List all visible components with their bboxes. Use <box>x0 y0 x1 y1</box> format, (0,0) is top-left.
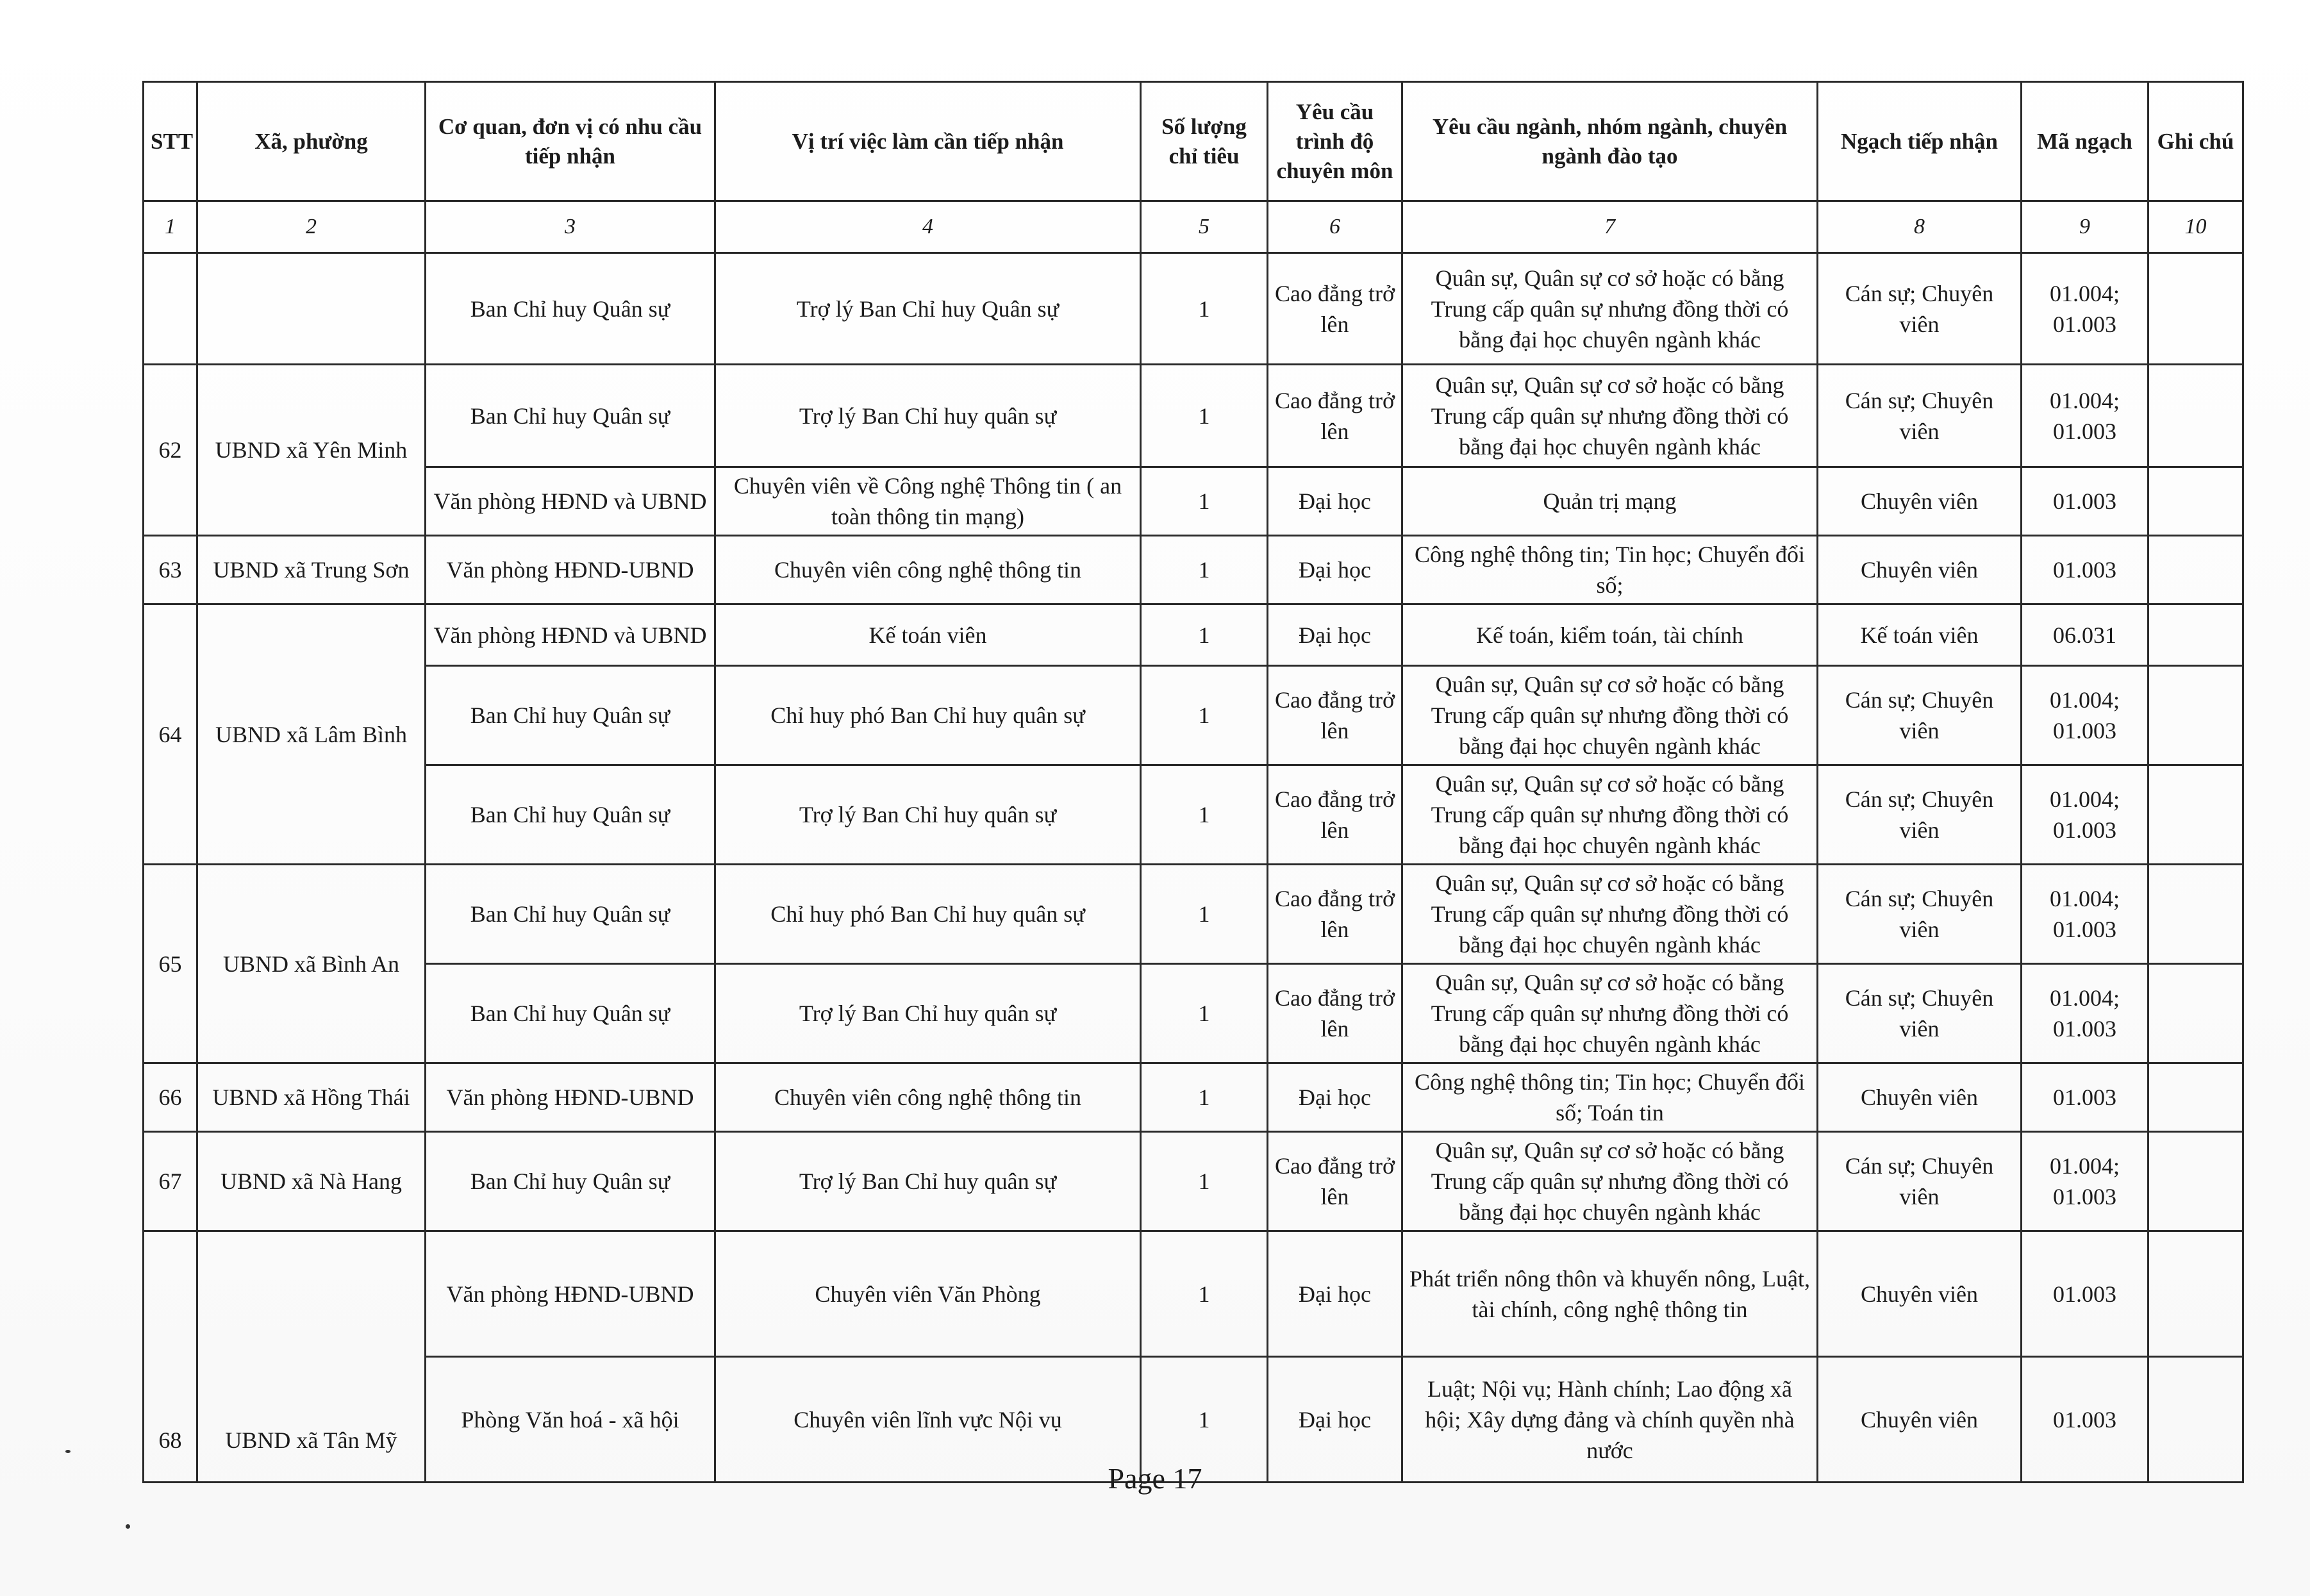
position-cell: Chỉ huy phó Ban Chỉ huy quân sự <box>715 666 1141 765</box>
column-index: 8 <box>1818 201 2022 253</box>
rank-code-cell: 01.003 <box>2022 1231 2148 1357</box>
note-cell <box>2148 467 2243 536</box>
major-cell: Luật; Nội vụ; Hành chính; Lao động xã hội; Xây dựng đảng và chính quyền nhà nước <box>1402 1357 1818 1483</box>
level-cell: Đại học <box>1268 604 1402 666</box>
table-row <box>144 365 2243 467</box>
stt-cell: 65 <box>144 865 197 1063</box>
major-cell: Quản trị mạng <box>1402 467 1818 536</box>
stt-cell: 67 <box>144 1132 197 1231</box>
rank-code-cell: 01.004; 01.003 <box>2022 765 2148 865</box>
quantity-cell: 1 <box>1141 253 1268 365</box>
header-ngach: Ngạch tiếp nhận <box>1818 82 2022 201</box>
agency-cell: Ban Chỉ huy Quân sự <box>426 666 715 765</box>
table-row <box>144 536 2243 604</box>
stt-cell: 64 <box>144 604 197 865</box>
rank-code-cell: 01.004; 01.003 <box>2022 865 2148 964</box>
table-row <box>144 964 2243 1063</box>
note-cell <box>2148 365 2243 467</box>
column-index: 4 <box>715 201 1141 253</box>
agency-cell: Ban Chỉ huy Quân sự <box>426 253 715 365</box>
level-cell: Đại học <box>1268 1357 1402 1483</box>
scan-speck <box>126 1524 130 1529</box>
stt-cell: 66 <box>144 1063 197 1132</box>
major-cell: Quân sự, Quân sự cơ sở hoặc có bằng Trung cấp quân sự nhưng đồng thời có bằng đại học chuyên ngành khác <box>1402 765 1818 865</box>
position-cell: Chuyên viên công nghệ thông tin <box>715 536 1141 604</box>
table-row <box>144 1231 2243 1357</box>
note-cell <box>2148 1132 2243 1231</box>
quantity-cell: 1 <box>1141 765 1268 865</box>
header-ma-ngach: Mã ngạch <box>2022 82 2148 201</box>
commune-cell <box>197 253 426 365</box>
commune-cell: UBND xã Yên Minh <box>197 365 426 536</box>
note-cell <box>2148 865 2243 964</box>
commune-cell: UBND xã Bình An <box>197 865 426 1063</box>
rank-cell: Cán sự; Chuyên viên <box>1818 765 2022 865</box>
rank-code-cell: 01.004; 01.003 <box>2022 1132 2148 1231</box>
column-index: 7 <box>1402 201 1818 253</box>
rank-code-cell: 01.003 <box>2022 1063 2148 1132</box>
major-cell: Kế toán, kiểm toán, tài chính <box>1402 604 1818 666</box>
major-cell: Quân sự, Quân sự cơ sở hoặc có bằng Trung cấp quân sự nhưng đồng thời có bằng đại học chuyên ngành khác <box>1402 964 1818 1063</box>
table-row <box>144 1132 2243 1231</box>
rank-code-cell: 01.004; 01.003 <box>2022 365 2148 467</box>
commune-cell: UBND xã Trung Sơn <box>197 536 426 604</box>
position-cell: Chuyên viên công nghệ thông tin <box>715 1063 1141 1132</box>
agency-cell: Văn phòng HĐND-UBND <box>426 1063 715 1132</box>
quantity-cell: 1 <box>1141 1357 1268 1483</box>
position-cell: Trợ lý Ban Chỉ huy Quân sự <box>715 253 1141 365</box>
quantity-cell: 1 <box>1141 604 1268 666</box>
header-row <box>144 82 2243 201</box>
column-index: 10 <box>2148 201 2243 253</box>
table-row <box>144 604 2243 666</box>
major-cell: Quân sự, Quân sự cơ sở hoặc có bằng Trung cấp quân sự nhưng đồng thời có bằng đại học chuyên ngành khác <box>1402 865 1818 964</box>
rank-cell: Cán sự; Chuyên viên <box>1818 964 2022 1063</box>
header-nganh: Yêu cầu ngành, nhóm ngành, chuyên ngành đào tạo <box>1402 82 1818 201</box>
header-trinh-do: Yêu cầu trình độ chuyên môn <box>1268 82 1402 201</box>
position-cell: Chỉ huy phó Ban Chỉ huy quân sự <box>715 865 1141 964</box>
major-cell: Phát triển nông thôn và khuyến nông, Luật, tài chính, công nghệ thông tin <box>1402 1231 1818 1357</box>
agency-cell: Ban Chỉ huy Quân sự <box>426 1132 715 1231</box>
level-cell: Đại học <box>1268 1063 1402 1132</box>
quantity-cell: 1 <box>1141 865 1268 964</box>
note-cell <box>2148 765 2243 865</box>
rank-cell: Cán sự; Chuyên viên <box>1818 365 2022 467</box>
note-cell <box>2148 253 2243 365</box>
stt-cell: 62 <box>144 365 197 536</box>
agency-cell: Ban Chỉ huy Quân sự <box>426 964 715 1063</box>
level-cell: Cao đẳng trở lên <box>1268 964 1402 1063</box>
level-cell: Cao đẳng trở lên <box>1268 365 1402 467</box>
rank-cell: Chuyên viên <box>1818 536 2022 604</box>
rank-code-cell: 01.004; 01.003 <box>2022 666 2148 765</box>
agency-cell: Phòng Văn hoá - xã hội <box>426 1357 715 1483</box>
header-stt: STT <box>144 82 197 201</box>
rank-code-cell: 01.003 <box>2022 1357 2148 1483</box>
rank-cell: Cán sự; Chuyên viên <box>1818 666 2022 765</box>
agency-cell: Văn phòng HĐND-UBND <box>426 1231 715 1357</box>
major-cell: Quân sự, Quân sự cơ sở hoặc có bằng Trung cấp quân sự nhưng đồng thời có bằng đại học chuyên ngành khác <box>1402 1132 1818 1231</box>
rank-code-cell: 01.003 <box>2022 536 2148 604</box>
level-cell: Đại học <box>1268 467 1402 536</box>
table-row <box>144 666 2243 765</box>
scan-speck <box>65 1450 71 1453</box>
column-index: 5 <box>1141 201 1268 253</box>
quantity-cell: 1 <box>1141 536 1268 604</box>
stt-cell: 68 <box>144 1231 197 1483</box>
stt-cell: 63 <box>144 536 197 604</box>
major-cell: Quân sự, Quân sự cơ sở hoặc có bằng Trung cấp quân sự nhưng đồng thời có bằng đại học chuyên ngành khác <box>1402 365 1818 467</box>
quantity-cell: 1 <box>1141 1063 1268 1132</box>
major-cell: Quân sự, Quân sự cơ sở hoặc có bằng Trung cấp quân sự nhưng đồng thời có bằng đại học chuyên ngành khác <box>1402 253 1818 365</box>
quantity-cell: 1 <box>1141 1132 1268 1231</box>
level-cell: Đại học <box>1268 1231 1402 1357</box>
level-cell: Cao đẳng trở lên <box>1268 765 1402 865</box>
column-index: 1 <box>144 201 197 253</box>
rank-cell: Chuyên viên <box>1818 1063 2022 1132</box>
rank-cell: Chuyên viên <box>1818 1357 2022 1483</box>
rank-cell: Cán sự; Chuyên viên <box>1818 1132 2022 1231</box>
quantity-cell: 1 <box>1141 365 1268 467</box>
agency-cell: Ban Chỉ huy Quân sự <box>426 765 715 865</box>
agency-cell: Văn phòng HĐND-UBND <box>426 536 715 604</box>
table-row <box>144 253 2243 365</box>
level-cell: Cao đẳng trở lên <box>1268 666 1402 765</box>
quantity-cell: 1 <box>1141 666 1268 765</box>
column-index: 6 <box>1268 201 1402 253</box>
major-cell: Công nghệ thông tin; Tin học; Chuyển đổi số; <box>1402 536 1818 604</box>
page-number: Page 17 <box>1108 1462 1202 1495</box>
column-index: 9 <box>2022 201 2148 253</box>
note-cell <box>2148 604 2243 666</box>
level-cell: Cao đẳng trở lên <box>1268 1132 1402 1231</box>
commune-cell: UBND xã Lâm Bình <box>197 604 426 865</box>
position-cell: Trợ lý Ban Chỉ huy quân sự <box>715 1132 1141 1231</box>
quantity-cell: 1 <box>1141 467 1268 536</box>
note-cell <box>2148 666 2243 765</box>
header-xa-phuong: Xã, phường <box>197 82 426 201</box>
agency-cell: Ban Chỉ huy Quân sự <box>426 365 715 467</box>
rank-code-cell: 01.003 <box>2022 467 2148 536</box>
major-cell: Công nghệ thông tin; Tin học; Chuyển đổi số; Toán tin <box>1402 1063 1818 1132</box>
rank-cell: Chuyên viên <box>1818 1231 2022 1357</box>
table-row <box>144 865 2243 964</box>
rank-cell: Cán sự; Chuyên viên <box>1818 253 2022 365</box>
agency-cell: Văn phòng HĐND và UBND <box>426 467 715 536</box>
column-index-row <box>144 201 2243 253</box>
note-cell <box>2148 1231 2243 1357</box>
note-cell <box>2148 1063 2243 1132</box>
table-row <box>144 1063 2243 1132</box>
agency-cell: Văn phòng HĐND và UBND <box>426 604 715 666</box>
level-cell: Đại học <box>1268 536 1402 604</box>
stt-cell <box>144 253 197 365</box>
commune-cell: UBND xã Tân Mỹ <box>197 1231 426 1483</box>
rank-code-cell: 01.004; 01.003 <box>2022 964 2148 1063</box>
rank-cell: Cán sự; Chuyên viên <box>1818 865 2022 964</box>
header-co-quan: Cơ quan, đơn vị có nhu cầu tiếp nhận <box>426 82 715 201</box>
position-cell: Kế toán viên <box>715 604 1141 666</box>
major-cell: Quân sự, Quân sự cơ sở hoặc có bằng Trung cấp quân sự nhưng đồng thời có bằng đại học chuyên ngành khác <box>1402 666 1818 765</box>
commune-cell: UBND xã Nà Hang <box>197 1132 426 1231</box>
level-cell: Cao đẳng trở lên <box>1268 865 1402 964</box>
quantity-cell: 1 <box>1141 1231 1268 1357</box>
rank-code-cell: 06.031 <box>2022 604 2148 666</box>
position-cell: Trợ lý Ban Chỉ huy quân sự <box>715 365 1141 467</box>
rank-cell: Chuyên viên <box>1818 467 2022 536</box>
position-cell: Trợ lý Ban Chỉ huy quân sự <box>715 765 1141 865</box>
quantity-cell: 1 <box>1141 964 1268 1063</box>
position-cell: Chuyên viên Văn Phòng <box>715 1231 1141 1357</box>
rank-cell: Kế toán viên <box>1818 604 2022 666</box>
column-index: 3 <box>426 201 715 253</box>
position-cell: Chuyên viên lĩnh vực Nội vụ <box>715 1357 1141 1483</box>
note-cell <box>2148 964 2243 1063</box>
level-cell: Cao đẳng trở lên <box>1268 253 1402 365</box>
header-so-luong: Số lượng chỉ tiêu <box>1141 82 1268 201</box>
rank-code-cell: 01.004; 01.003 <box>2022 253 2148 365</box>
header-ghi-chu: Ghi chú <box>2148 82 2243 201</box>
recruitment-table <box>142 81 2244 1483</box>
table-row <box>144 467 2243 536</box>
commune-cell: UBND xã Hồng Thái <box>197 1063 426 1132</box>
position-cell: Trợ lý Ban Chỉ huy quân sự <box>715 964 1141 1063</box>
table-row <box>144 765 2243 865</box>
agency-cell: Ban Chỉ huy Quân sự <box>426 865 715 964</box>
note-cell <box>2148 536 2243 604</box>
column-index: 2 <box>197 201 426 253</box>
header-vi-tri: Vị trí việc làm cần tiếp nhận <box>715 82 1141 201</box>
position-cell: Chuyên viên về Công nghệ Thông tin ( an toàn thông tin mạng) <box>715 467 1141 536</box>
